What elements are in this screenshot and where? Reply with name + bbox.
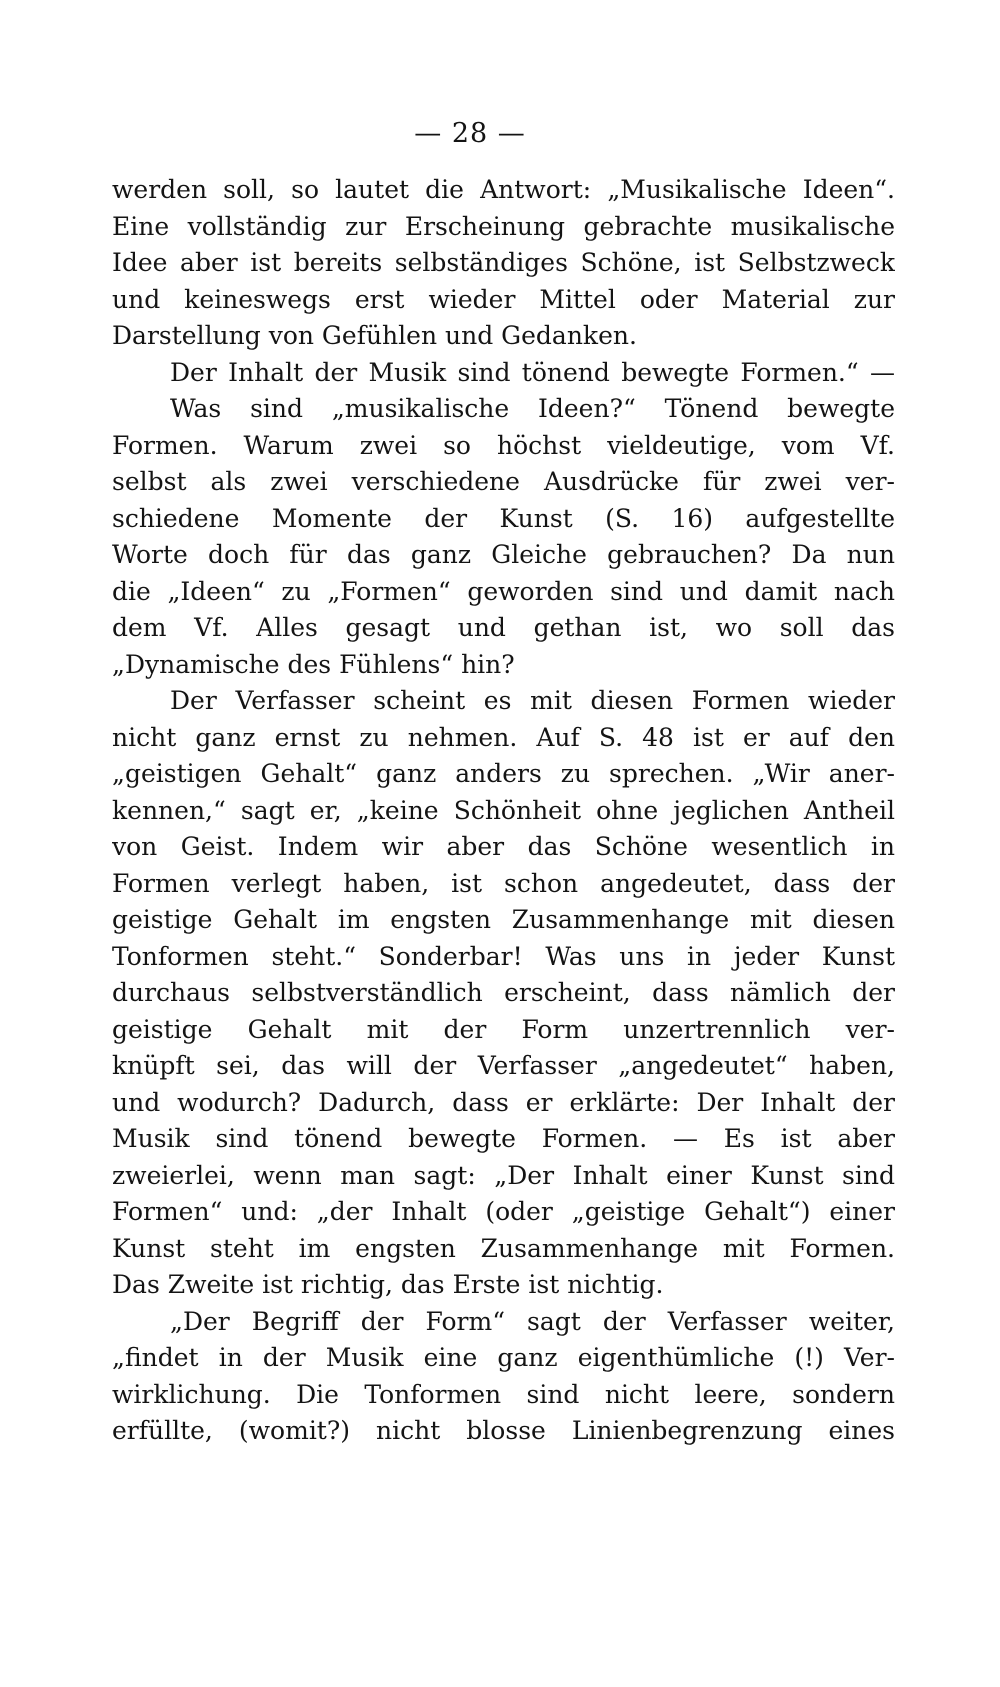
text-line: Formen. Warum zwei so höchst vieldeutige, vom Vf. xyxy=(112,430,895,460)
text-line: „Dynamische des Fühlens“ hin? xyxy=(112,649,515,679)
text-line: wirklichung. Die Tonformen sind nicht leere, sondern xyxy=(112,1379,895,1409)
text-line: Darstellung von Gefühlen und Gedanken. xyxy=(112,321,637,350)
text-line: geistige Gehalt im engsten Zusammenhange mit diesen xyxy=(112,905,895,934)
text-line: schiedene Momente der Kunst (S. 16) aufgestellte xyxy=(112,503,895,533)
text-line: nicht ganz ernst zu nehmen. Auf S. 48 ist er auf den xyxy=(112,722,895,752)
text-line: dem Vf. Alles gesagt und gethan ist, wo soll das xyxy=(112,613,895,642)
text-line: Kunst steht im engsten Zusammenhange mit Formen. xyxy=(112,1233,895,1263)
text-line: Formen verlegt haben, ist schon angedeutet, dass der xyxy=(112,868,895,898)
text-line: Worte doch für das ganz Gleiche gebrauchen? Da nun xyxy=(112,540,895,569)
text-line: durchaus selbstverständlich erscheint, dass nämlich der xyxy=(112,978,895,1007)
text-line: „findet in der Musik eine ganz eigenthümliche (!) Ver- xyxy=(112,1343,895,1372)
text-line: werden soll, so lautet die Antwort: „Musikalische Ideen“. xyxy=(112,175,895,204)
text-line: und wodurch? Dadurch, dass er erklärte: Der Inhalt der xyxy=(112,1087,895,1117)
text-line: Musik sind tönend bewegte Formen. — Es ist aber xyxy=(112,1124,895,1153)
text-line: Was sind „musikalische Ideen?“ Tönend bewegte xyxy=(170,394,895,423)
page-number: — 28 — xyxy=(414,118,526,149)
text-line: Der Inhalt der Musik sind tönend bewegte Formen.“ — xyxy=(170,357,895,387)
body-text xyxy=(112,172,895,1450)
text-line: und keineswegs erst wieder Mittel oder Material zur xyxy=(112,284,895,314)
text-line: Formen“ und: „der Inhalt (oder „geistige Gehalt“) einer xyxy=(112,1197,895,1226)
text-line: selbst als zwei verschiedene Ausdrücke für zwei ver- xyxy=(112,467,895,496)
text-line: Der Verfasser scheint es mit diesen Formen wieder xyxy=(170,686,895,715)
text-line: Idee aber ist bereits selbständiges Schöne, ist Selbstzweck xyxy=(112,248,895,277)
text-line: geistige Gehalt mit der Form unzertrennlich ver- xyxy=(112,1014,895,1044)
text-line: Tonformen steht.“ Sonderbar! Was uns in jeder Kunst xyxy=(112,941,895,971)
text-line: Das Zweite ist richtig, das Erste ist nichtig. xyxy=(112,1270,664,1299)
text-line: „Der Begriff der Form“ sagt der Verfasser weiter, xyxy=(170,1306,895,1336)
text-line: knüpft sei, das will der Verfasser „angedeutet“ haben, xyxy=(112,1051,895,1080)
text-line: zweierlei, wenn man sagt: „Der Inhalt einer Kunst sind xyxy=(112,1160,895,1190)
text-line: von Geist. Indem wir aber das Schöne wesentlich in xyxy=(112,832,895,861)
text-line: kennen,“ sagt er, „keine Schönheit ohne jeglichen Antheil xyxy=(112,795,895,825)
text-line: die „Ideen“ zu „Formen“ geworden sind und damit nach xyxy=(112,576,895,606)
text-line: erfüllte, (womit?) nicht blosse Linienbegrenzung eines xyxy=(112,1416,895,1445)
text-line: „geistigen Gehalt“ ganz anders zu sprechen. „Wir aner- xyxy=(112,759,895,788)
text-line: Eine vollständig zur Erscheinung gebrachte musikalische xyxy=(112,211,895,241)
